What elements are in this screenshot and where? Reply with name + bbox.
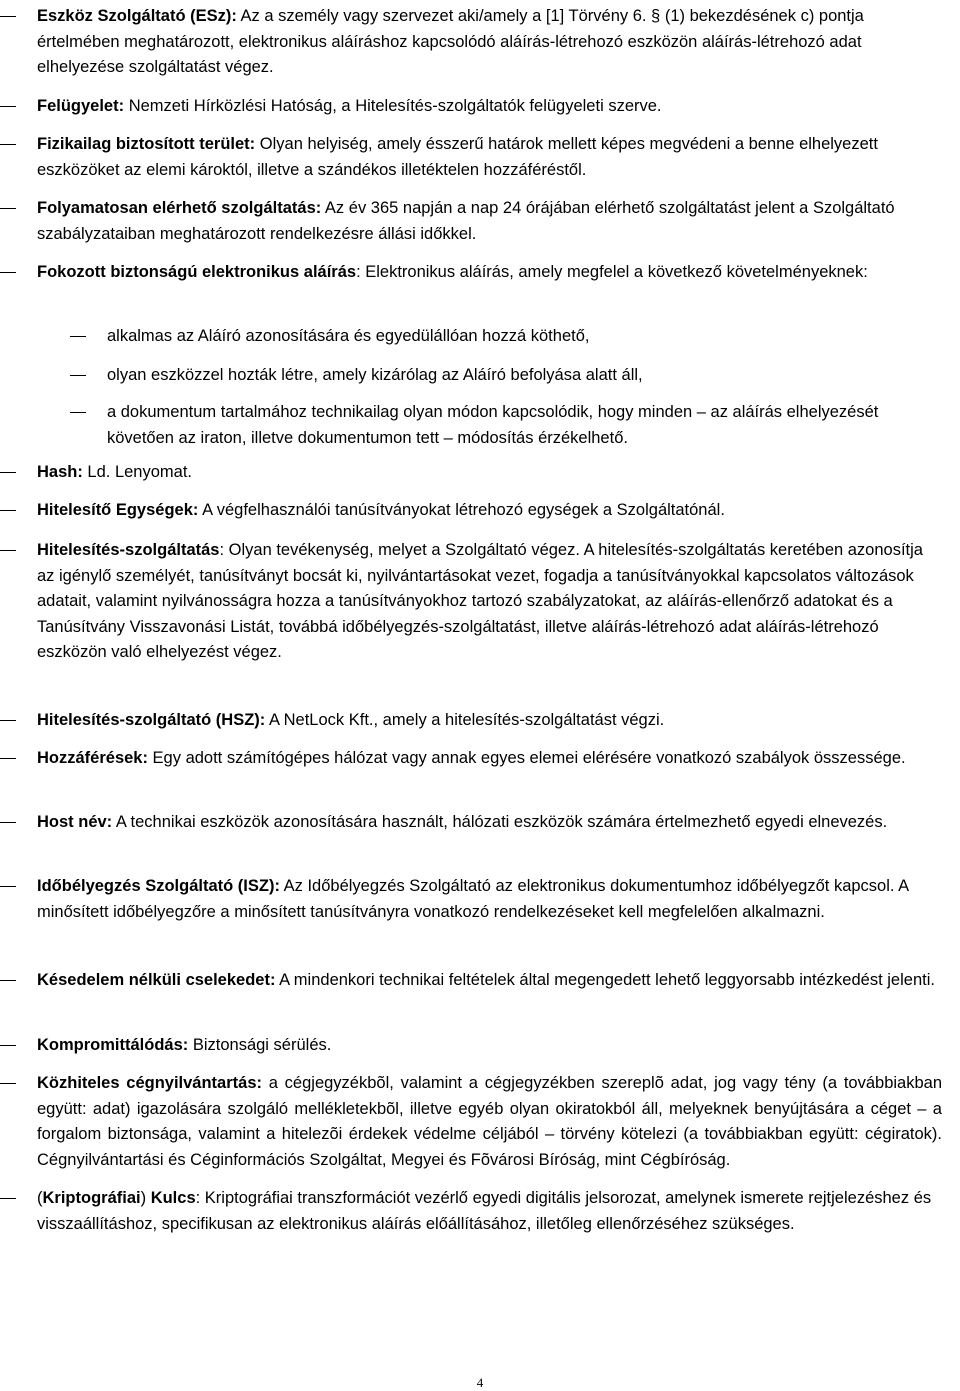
dash-bullet: [70, 336, 86, 337]
term-text: Host név:: [37, 813, 113, 831]
definition-item: [37, 538, 942, 666]
sub-list-item: [107, 400, 942, 451]
dash-bullet: [0, 208, 16, 209]
dash-bullet: [0, 16, 16, 17]
definition-item: [37, 968, 942, 994]
definition-item: [37, 708, 942, 734]
sub-list-item: [107, 324, 942, 350]
dash-bullet: [0, 980, 16, 981]
definition-text: A NetLock Kft., amely a hitelesítés-szolgáltatást végzi.: [265, 711, 665, 729]
definition-text: Az Időbélyegzés Szolgáltató az elektronikus dokumentumhoz időbélyegzőt kapcsol. A minősített időbélyegzőre a minősített tanúsítványra vonatkozó rendelkezéseket kell megfelelően alkalmazni.: [37, 877, 909, 921]
term-text: Késedelem nélküli cselekedet:: [37, 971, 276, 989]
dash-bullet: [0, 1083, 16, 1084]
dash-bullet: [0, 106, 16, 107]
definition-item: [37, 874, 942, 925]
dash-bullet: [0, 272, 16, 273]
definition-text: (: [37, 1189, 43, 1207]
definition-text: Egy adott számítógépes hálózat vagy annak egyes elemei elérésére vonatkozó szabályok összessége.: [147, 749, 906, 767]
term-text: Hitelesítő Egységek:: [37, 501, 199, 519]
term-text: Eszköz Szolgáltató (ESz):: [37, 7, 237, 25]
definition-text: A technikai eszközök azonosítására használt, hálózati eszközök számára értelmezhető egyedi elnevezés.: [112, 813, 888, 831]
definition-item: [37, 196, 942, 247]
dash-bullet: [0, 1045, 16, 1046]
dash-bullet: [0, 886, 16, 887]
definition-text: Az év 365 napján a nap 24 órájában elérhető szolgáltatást jelent a Szolgáltató szabályzataiban meghatározott rendelkezésre állási időkkel.: [37, 199, 895, 243]
definition-text: a cégjegyzékbõl, valamint a cégjegyzékben szereplõ adat, jog vagy tény (a továbbiakban együtt: adat) igazolására szolgáló mellékletekbõl, illetve egyéb olyan okiratokból áll, melyeknek benyújtására a céget – a forgalom biztonsága, valamint a hitelezõi érdekek védelme céljából – törvény kötelezi (a továbbiakban együtt: cégiratok). Cégnyilvántartási és Céginformációs Szolgáltat, Megyei és Fõvárosi Bíróság, mint Cégbíróság.: [37, 1074, 942, 1169]
dash-bullet: [70, 412, 86, 413]
term-text: Közhiteles cégnyilvántartás:: [37, 1074, 262, 1092]
definition-text: Biztonsági sérülés.: [188, 1036, 332, 1054]
dash-bullet: [70, 375, 86, 376]
term-text: Hash:: [37, 463, 83, 481]
definition-text: : Olyan tevékenység, melyet a Szolgáltató végez. A hitelesítés-szolgáltatás keretében azonosítja az igénylő személyét, tanúsítványt bocsát ki, nyilvántartásokat vezet, fogadja a tanúsítványokkal kapcsolatos változások adatait, valamint nyilvánosságra hozza a tanúsítványokhoz tartozó szabályzatokat, az aláírás-ellenőrző adatokat és a Tanúsítvány Visszavonási Listát, továbbá időbélyegzés-szolgáltatást, illetve aláírás-létrehozó adat aláírás-létrehozó eszközön való elhelyezést végez.: [37, 541, 923, 661]
term-text: Hozzáférések:: [37, 749, 148, 767]
definition-item: [37, 810, 942, 836]
dash-bullet: [0, 822, 16, 823]
definition-text: : Kriptográfiai transzformációt vezérlő egyedi digitális jelsorozat, amelynek ismerete rejtjelezéshez és visszaállításhoz, specifikusan az elektronikus aláírás előállításához, illetőleg ellenőrzéséhez szükséges.: [37, 1189, 932, 1233]
definition-item: [37, 746, 942, 772]
term-text: Hitelesítés-szolgáltató (HSZ):: [37, 711, 266, 729]
definition-text: olyan eszközzel hozták létre, amely kizárólag az Aláíró befolyása alatt áll,: [107, 366, 643, 384]
term-text: Időbélyegzés Szolgáltató (ISZ):: [37, 877, 280, 895]
term-text: Folyamatosan elérhető szolgáltatás:: [37, 199, 322, 217]
definition-text: Olyan helyiség, amely ésszerű határok mellett képes megvédeni a benne elhelyezett eszközöket az elemi károktól, illetve a szándékos illetéktelen hozzáféréstől.: [37, 135, 878, 179]
dash-bullet: [0, 472, 16, 473]
definition-item: [37, 1186, 942, 1237]
definition-text: A mindenkori technikai feltételek által megengedett lehető leggyorsabb intézkedést jelenti.: [275, 971, 935, 989]
page-number: 4: [476, 1375, 484, 1390]
dash-bullet: [0, 144, 16, 145]
dash-bullet: [0, 550, 16, 551]
definition-item: [37, 1033, 942, 1059]
term-text: Kulcs: [150, 1189, 196, 1207]
term-text: Kompromittálódás:: [37, 1036, 189, 1054]
definition-item: [37, 260, 942, 286]
term-text: Fizikailag biztosított terület:: [37, 135, 256, 153]
dash-bullet: [0, 510, 16, 511]
definition-item: [37, 94, 942, 120]
definition-item: [37, 498, 942, 524]
dash-bullet: [0, 758, 16, 759]
definition-text: Nemzeti Hírközlési Hatóság, a Hitelesítés-szolgáltatók felügyeleti szerve.: [124, 97, 662, 115]
definition-item: [37, 1071, 942, 1173]
definition-text: A végfelhasználói tanúsítványokat létrehozó egységek a Szolgáltatónál.: [198, 501, 725, 519]
definition-text: alkalmas az Aláíró azonosítására és egyedülállóan hozzá köthető,: [107, 327, 590, 345]
definition-item: [37, 460, 942, 486]
term-text: Felügyelet:: [37, 97, 125, 115]
dash-bullet: [0, 1198, 16, 1199]
definition-text: Az a személy vagy szervezet aki/amely a [1] Törvény 6. § (1) bekezdésének c) pontja értelmében meghatározott, elektronikus aláíráshoz kapcsolódó aláírás-létrehozó eszközön aláírás-létrehozó adat elhelyezése szolgáltatást végez.: [37, 7, 864, 76]
dash-bullet: [0, 720, 16, 721]
definition-item: [37, 4, 942, 81]
term-text: Fokozott biztonságú elektronikus aláírás: [37, 263, 357, 281]
definition-text: a dokumentum tartalmához technikailag olyan módon kapcsolódik, hogy minden – az aláírás elhelyezését követően az iraton, illetve dokumentumon tett – módosítás érzékelhető.: [107, 403, 879, 447]
term-text: Kriptográfiai: [42, 1189, 141, 1207]
sub-list-item: [107, 363, 942, 389]
definition-text: Ld. Lenyomat.: [82, 463, 192, 481]
definition-text: : Elektronikus aláírás, amely megfelel a következő követelményeknek:: [356, 263, 868, 281]
definition-text: ): [140, 1189, 151, 1207]
definition-item: [37, 132, 942, 183]
term-text: Hitelesítés-szolgáltatás: [37, 541, 220, 559]
